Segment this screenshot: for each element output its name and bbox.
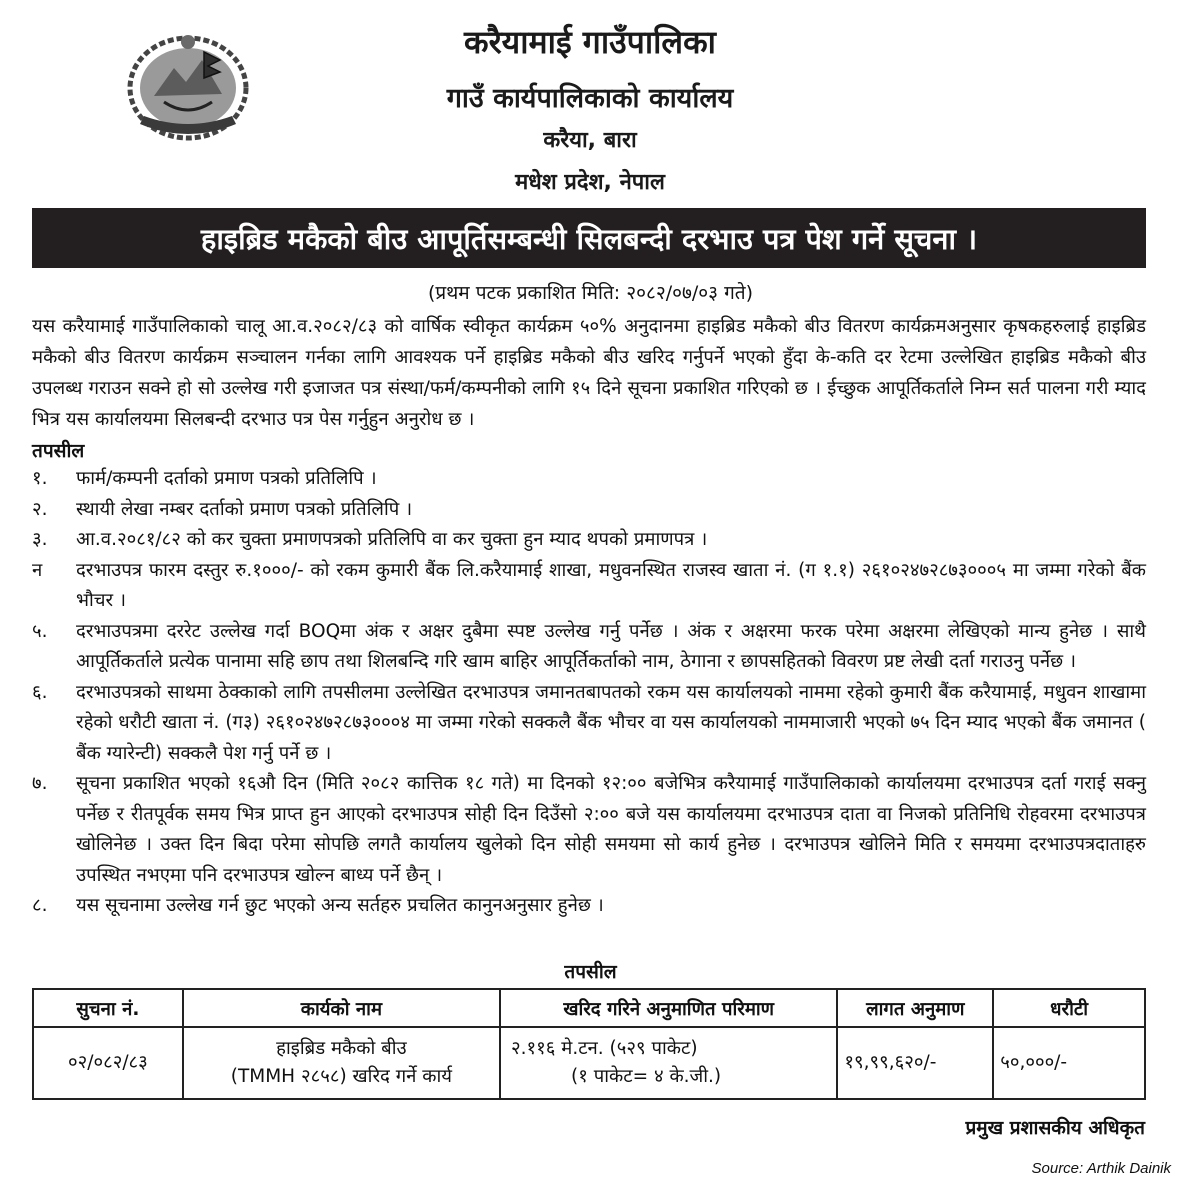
- cell-quantity: [500, 1027, 837, 1099]
- municipality-name: करैयामाई गाउँपालिका: [464, 23, 716, 61]
- table-header-row: [33, 989, 1145, 1027]
- list-item-text: दरभाउपत्रको साथमा ठेक्काको लागि तपसीलमा उल्लेखित दरभाउपत्र जमानतबापतको रकम यस कार्यालयको नाममा रहेको कुमारी बैंक करैयामाई, मधुवन शाखामा रहेको धरौटी खाता नं. (ग३) २६१०२४७२८७३०००४ मा जम्मा गरेको सक्कलै बैंक भौचर वा यस कार्यालयको नाममाजारी भएको ७५ दिन म्याद भएको बैंक जमानत ( बैंक ग्यारेन्टी) सक्कलै पेश गर्नु पर्ने छ ।: [76, 681, 1146, 764]
- list-item: [32, 495, 1146, 526]
- list-item-text: दरभाउपत्रमा दररेट उल्लेख गर्दा BOQमा अंक र अक्षर दुबैमा स्पष्ट उल्लेख गर्नु पर्नेछ । अंक र अक्षरमा फरक परेमा अक्षरमा लेखिएको मान्य हुनेछ । साथै आपूर्तिकर्ताले प्रत्येक पानामा सहि छाप तथा शिलबन्दि गरि खाम बाहिर आपूर्तिकर्ताको नाम, ठेगाना र छापसहितको विवरण प्रष्ट लेखी दर्ता गराउनु पर्नेछ ।: [76, 620, 1146, 672]
- notice-title-banner: हाइब्रिड मकैको बीउ आपूर्तिसम्बन्धी सिलबन्दी दरभाउ पत्र पेश गर्ने सूचना ।: [32, 208, 1146, 268]
- signatory: प्रमुख प्रशासकीय अधिकृत: [965, 1117, 1145, 1139]
- list-item: [32, 464, 1146, 495]
- list-item-text: आ.व.२०८१/८२ को कर चुक्ता प्रमाणपत्रको प्रतिलिपि वा कर चुक्ता हुन म्याद थपको प्रमाणपत्र ।: [76, 529, 708, 550]
- list-item: [32, 617, 1146, 678]
- cell-cost-estimate: १९,९९,६२०/-: [837, 1027, 993, 1099]
- list-item-number: ३.: [32, 529, 48, 550]
- list-item-number: ६.: [32, 681, 48, 703]
- details-table: [32, 988, 1146, 1100]
- list-item-text: सूचना प्रकाशित भएको १६औ दिन (मिति २०८२ कात्तिक १८ गते) मा दिनको १२:०० बजेभित्र करैयामाई गाउँपालिकाको कार्यालयमा दरभाउपत्र दर्ता गराई सक्नु पर्नेछ र रीतपूर्वक समय भित्र प्राप्त हुन आएको दरभाउपत्र सोही दिन दिउँसो २:०० बजे यस कार्यालयमा दरभाउपत्र दाता वा निजको प्रतिनिधि रोहवरमा दरभाउपत्र खोलिनेछ । उक्त दिन बिदा परेमा सोपछि लगतै कार्यालय खुलेको दिन सोही समयमा सो कार्य हुनेछ । दरभाउपत्र खोलिने मिति र समयमा दरभाउपत्रदाताहरु उपस्थित नभएमा पनि दरभाउपत्र खोल्न बाध्य पर्ने छैन् ।: [76, 773, 1146, 886]
- source-credit: Source: Arthik Dainik: [1031, 1160, 1171, 1177]
- work-name-line: हाइब्रिड मकैको बीउ: [276, 1038, 407, 1059]
- table-row: [33, 1027, 1145, 1099]
- list-item-text: दरभाउपत्र फारम दस्तुर रु.१०००/- को रकम कुमारी बैंक लि.करैयामाई शाखा, मधुवनस्थित राजस्व खाता नं. (ग १.१) २६१०२४७२८७३०००५ मा जम्मा गरेको बैंक भौचर ।: [76, 559, 1146, 611]
- header-notice-no: सुचना नं.: [33, 989, 183, 1027]
- intro-paragraph: यस करैयामाई गाउँपालिकाको चालू आ.व.२०८२/८३ को वार्षिक स्वीकृत कार्यक्रम ५०% अनुदानमा हाइब्रिड मकैको बीउ वितरण कार्यक्रमअनुसार कृषकहरुलाई हाइब्रिड मकैको बीउ वितरण कार्यक्रम सञ्चालन गर्नका लागि आवश्यक पर्ने हाइब्रिड मकैको बीउ खरिद गर्नुपर्ने भएको हुँदा के-कति दर रेटमा उल्लेखित हाइब्रिड मकैको बीउ उपलब्ध गराउन सक्ने हो सो उल्लेख गरी इजाजत पत्र संस्था/फर्म/कम्पनीको लागि १५ दिने सूचना प्रकाशित गरिएको छ । ईच्छुक आपूर्तिकर्ताले निम्न सर्त पालना गरी म्याद भित्र यस कार्यालयमा सिलबन्दी दरभाउ पत्र पेस गर्नुहुन अनुरोध छ ।: [32, 316, 1146, 430]
- conditions-list: [32, 464, 1146, 922]
- list-item-text: फार्म/कम्पनी दर्ताको प्रमाण पत्रको प्रतिलिपि ।: [76, 468, 377, 489]
- header-cost-estimate: लागत अनुमाण: [837, 989, 993, 1027]
- quantity-line: २.११६ मे.टन. (५२९ पाकेट): [511, 1038, 698, 1059]
- nepal-government-emblem-icon: [124, 26, 252, 142]
- list-item-number: ८.: [32, 895, 48, 916]
- list-item-text: स्थायी लेखा नम्बर दर्ताको प्रमाण पत्रको प्रतिलिपि ।: [76, 498, 413, 520]
- quantity-line: (१ पाकेट= ४ के.जी.): [571, 1066, 722, 1087]
- list-item: [32, 891, 1146, 922]
- cell-notice-no: ०२/०८२/८३: [33, 1027, 183, 1099]
- list-item-number: ७.: [32, 773, 48, 794]
- cell-deposit: ५०,०००/-: [993, 1027, 1145, 1099]
- header-quantity: खरिद गरिने अनुमाणित परिमाण: [500, 989, 837, 1027]
- cell-work-name: [183, 1027, 500, 1099]
- list-item: [32, 525, 1146, 556]
- list-item: [32, 556, 1146, 617]
- table-title: तपसील: [564, 961, 617, 983]
- work-name-line: (TMMH २८५८) खरिद गर्ने कार्य: [230, 1066, 453, 1087]
- office-name: गाउँ कार्यपालिकाको कार्यालय: [446, 83, 734, 114]
- list-item: [32, 769, 1146, 891]
- header-deposit: धरौटी: [993, 989, 1145, 1027]
- list-item-number: न: [32, 559, 43, 581]
- list-item-number: २.: [32, 498, 48, 520]
- conditions-title: तपसील: [32, 440, 85, 462]
- publish-date: (प्रथम पटक प्रकाशित मिति: २०८२/०७/०३ गते): [427, 282, 754, 304]
- list-item: [32, 678, 1146, 770]
- list-item-text: यस सूचनामा उल्लेख गर्न छुट भएको अन्य सर्तहरु प्रचलित कानुनअनुसार हुनेछ ।: [76, 895, 604, 916]
- list-item-number: १.: [32, 468, 48, 489]
- list-item-number: ५.: [32, 620, 48, 642]
- office-province: मधेश प्रदेश, नेपाल: [515, 170, 665, 195]
- header-work-name: कार्यको नाम: [183, 989, 500, 1027]
- office-location: करैया, बारा: [543, 128, 637, 153]
